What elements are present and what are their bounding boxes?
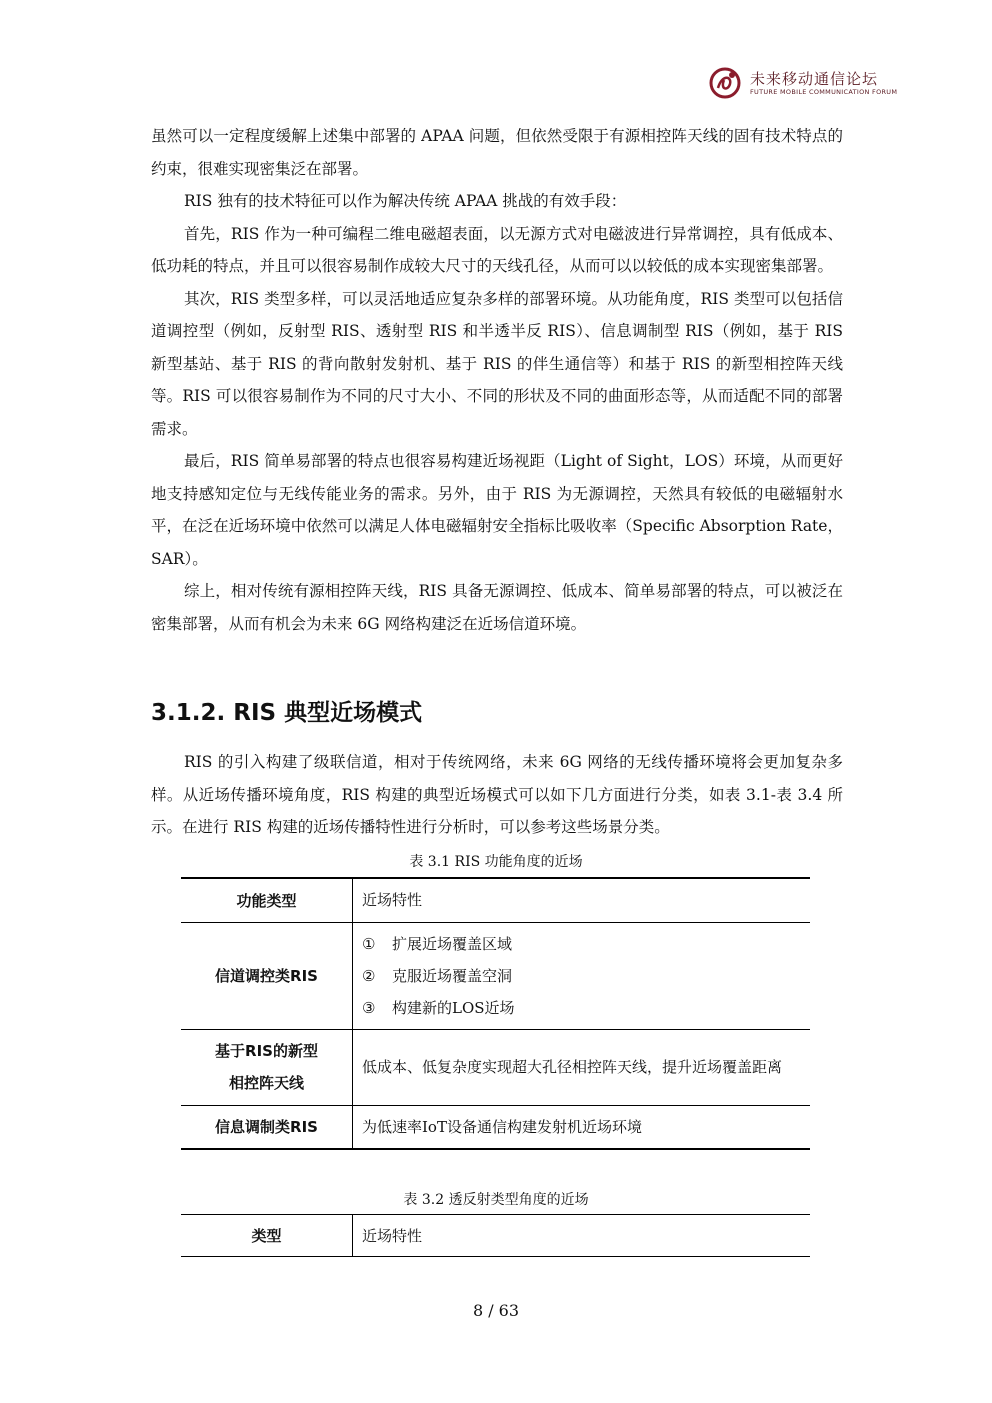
item-text: 克服近场覆盖空洞 bbox=[392, 966, 513, 985]
header-cell-type: 类型 bbox=[181, 1215, 353, 1257]
header-cell-feature: 近场特性 bbox=[353, 1215, 811, 1257]
logo-chinese-text: 未来移动通信论坛 bbox=[750, 70, 879, 88]
list-item bbox=[362, 992, 809, 1024]
list-item bbox=[362, 960, 809, 992]
section-heading: 3.1.2. RIS 典型近场模式 bbox=[151, 700, 423, 726]
logo-english-text: FUTURE MOBILE COMMUNICATION FORUM bbox=[750, 88, 898, 96]
table-caption-1: 表 3.1 RIS 功能角度的近场 bbox=[409, 854, 583, 870]
paragraph-first: 首先，RIS 作为一种可编程二维电磁超表面，以无源方式对电磁波进行异常调控，具有低成本、低功耗的特点，并且可以很容易制作成较大尺寸的天线孔径，从而可以以较低的成本实现密集部署。 bbox=[151, 224, 843, 275]
row-label-line: 相控阵天线 bbox=[228, 1074, 304, 1092]
header-cell-type: 功能类型 bbox=[181, 878, 353, 922]
row-text: 低成本、低复杂度实现超大孔径相控阵天线，提升近场覆盖距离 bbox=[353, 1029, 811, 1105]
paragraph-section-intro: RIS 的引入构建了级联信道，相对于传统网络，未来 6G 网络的无线传播环境将会更加复杂多样。从近场传播环境角度，RIS 构建的典型近场模式可以如下几方面进行分类，如表 3.1-表 3.4 所示。在进行 RIS 构建的近场传播特性进行分析时，可以参考这些场景分类。 bbox=[151, 753, 843, 836]
list-item bbox=[362, 928, 809, 960]
row-label: 信道调控类RIS bbox=[181, 922, 353, 1029]
table-header-row bbox=[181, 878, 810, 922]
paragraph-group-2 bbox=[151, 746, 843, 844]
item-number: ② bbox=[362, 966, 376, 985]
table-function-nearfield bbox=[181, 877, 810, 1150]
forum-logo-icon bbox=[708, 66, 742, 100]
item-number: ③ bbox=[362, 998, 376, 1017]
table-header-row bbox=[181, 1215, 810, 1257]
row-label-line: 基于RIS的新型 bbox=[215, 1042, 318, 1060]
header-cell-feature: 近场特性 bbox=[353, 878, 811, 922]
row-items bbox=[353, 922, 811, 1029]
item-text: 扩展近场覆盖区域 bbox=[392, 934, 513, 953]
paragraph-group-1 bbox=[151, 120, 843, 640]
table-transflect-nearfield bbox=[181, 1214, 810, 1257]
row-text: 为低速率IoT设备通信构建发射机近场环境 bbox=[353, 1105, 811, 1149]
page-number: 8 / 63 bbox=[472, 1301, 520, 1320]
row-label: 信息调制类RIS bbox=[181, 1105, 353, 1149]
row-label bbox=[181, 1029, 353, 1105]
paragraph-finally: 最后，RIS 简单易部署的特点也很容易构建近场视距（Light of Sight，LOS）环境，从而更好地支持感知定位与无线传能业务的需求。另外，由于 RIS 为无源调控，天然具有较低的电磁辐射水平，在泛在近场环境中依然可以满足人体电磁辐射安全指标比吸收率（Specific Absorption Rate，SAR）。 bbox=[151, 452, 843, 568]
table-caption-2: 表 3.2 透反射类型角度的近场 bbox=[403, 1192, 589, 1208]
item-number: ① bbox=[362, 934, 376, 953]
paragraph-ris-features: RIS 独有的技术特征可以作为解决传统 APAA 挑战的有效手段： bbox=[184, 192, 627, 210]
paragraph-summary: 综上，相对传统有源相控阵天线，RIS 具备无源调控、低成本、简单易部署的特点，可以被泛在密集部署，从而有机会为未来 6G 网络构建泛在近场信道环境。 bbox=[151, 582, 843, 633]
header-logo bbox=[708, 64, 908, 104]
table-row bbox=[181, 1029, 810, 1105]
item-text: 构建新的LOS近场 bbox=[392, 998, 515, 1017]
table-row bbox=[181, 1105, 810, 1149]
paragraph-continuation: 虽然可以一定程度缓解上述集中部署的 APAA 问题，但依然受限于有源相控阵天线的固有技术特点的约束，很难实现密集泛在部署。 bbox=[151, 127, 843, 178]
table-row bbox=[181, 922, 810, 1029]
paragraph-second: 其次，RIS 类型多样，可以灵活地适应复杂多样的部署环境。从功能角度，RIS 类型可以包括信道调控型（例如，反射型 RIS、透射型 RIS 和半透半反 RIS）、信息调制型 RIS（例如，基于 RIS 新型基站、基于 RIS 的背向散射发射机、基于 RIS 的伴生通信等）和基于 RIS 的新型相控阵天线等。RIS 可以很容易制作为不同的尺寸大小、不同的形状及不同的曲面形态等，从而适配不同的部署需求。 bbox=[151, 289, 843, 438]
